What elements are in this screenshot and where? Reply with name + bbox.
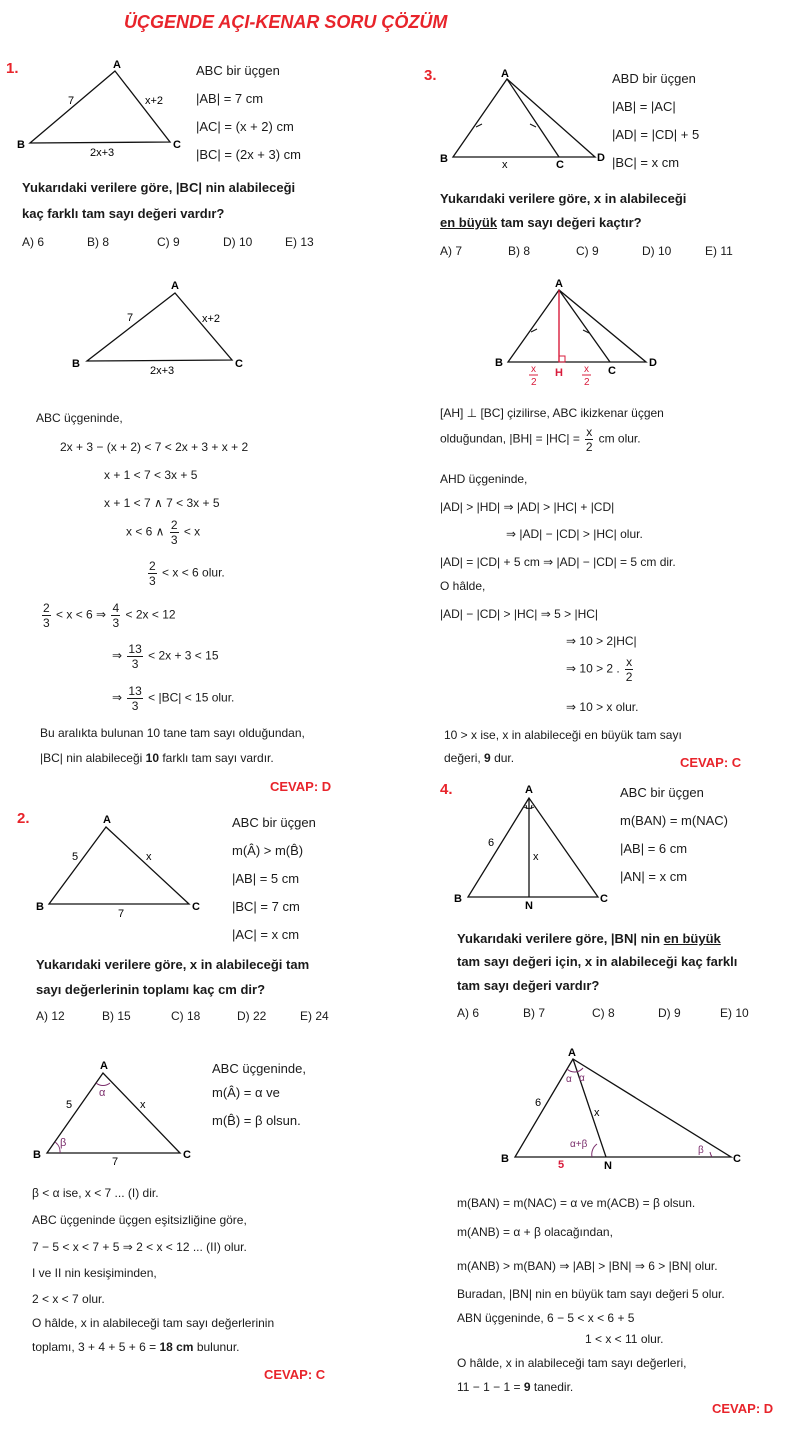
q2-given-5: |AC| = x cm — [232, 927, 300, 942]
q1-sol-line-10: Bu aralıkta bulunan 10 tane tam sayı olduğundan, — [40, 726, 305, 740]
q1-option-b: B) 8 — [87, 235, 110, 249]
q1-option-d: D) 10 — [223, 235, 253, 249]
q3-question-2: en büyük tam sayı değeri kaçtır? — [440, 215, 642, 230]
q4-label-n: N — [525, 900, 533, 910]
q1-given-1: ABC bir üçgen — [196, 63, 280, 78]
q1-number: 1. — [6, 60, 19, 77]
q3-sol-line-1: [AH] ⊥ [BC] çizilirse, ABC ikizkenar üçgen — [440, 406, 664, 420]
q3-half-num-left: x — [531, 364, 536, 375]
q4-label-ab: 6 — [488, 837, 495, 849]
q4-label-b: B — [454, 893, 462, 905]
q3-sol-label-d: D — [649, 357, 657, 369]
q2-option-a: A) 12 — [36, 1009, 65, 1023]
q4-solution-triangle — [515, 1059, 731, 1157]
q4-triangle-figure — [452, 780, 612, 910]
q2-sol-line-5: 2 < x < 7 olur. — [32, 1292, 105, 1306]
page-title: ÜÇGENDE AÇI-KENAR SORU ÇÖZÜM — [124, 12, 448, 32]
q3-label-c: C — [556, 159, 564, 171]
q4-question-1: Yukarıdaki verilere göre, |BN| nin en büyük — [457, 931, 721, 946]
q3-sol-line-12: 10 > x ise, x in alabileceği en büyük tam sayı — [444, 728, 682, 742]
q2-sol-line-4: I ve II nin kesişiminden, — [32, 1266, 157, 1280]
q2-given-2: m(Â) > m(B̂) — [232, 843, 304, 858]
q1-sol-line-7: $\frac{2}{3}$ < x < 6 ⇒ $\frac{4}{3}$ < 2x < 12 — [43, 601, 176, 630]
q1-option-a: A) 6 — [22, 235, 45, 249]
q1-option-c: C) 9 — [157, 235, 180, 249]
q3-given-4: |BC| = x cm — [612, 155, 680, 170]
q3-half-den-right: 2 — [584, 377, 590, 388]
q3-tick-ac — [530, 124, 536, 127]
q3-sol-line-8: |AD| − |CD| > |HC| ⇒ 5 > |HC| — [440, 607, 599, 621]
q4-label-c: C — [600, 893, 608, 905]
q2-sol-line-3: 7 − 5 < x < 7 + 5 ⇒ 2 < x < 12 ... (II) olur. — [32, 1240, 247, 1254]
q2-label-a: A — [103, 814, 111, 826]
q4-sol-line-6: 1 < x < 11 olur. — [585, 1332, 664, 1346]
q4-label-an: x — [533, 851, 539, 863]
q3-option-b: B) 8 — [508, 244, 531, 258]
q2-given-1: ABC bir üçgen — [232, 815, 316, 830]
q4-given-1: ABC bir üçgen — [620, 785, 704, 800]
q4-sol-angle-a-arc — [567, 1068, 583, 1072]
q1-sol-line-1: ABC üçgeninde, — [36, 411, 123, 425]
q1-label-ab: 7 — [68, 95, 75, 107]
q2-option-b: B) 15 — [102, 1009, 131, 1023]
q3-sol-line-7: O hâlde, — [440, 579, 486, 593]
q2-alpha-label: α — [99, 1087, 106, 1099]
q4-number: 4. — [440, 781, 453, 798]
q1-triangle — [30, 71, 170, 143]
q2-sol-label-bc: 7 — [112, 1156, 119, 1168]
q3-sol-line-10: ⇒ 10 > 2 . $\frac{x}{2}$ — [566, 655, 633, 684]
q3-label-x: x — [502, 159, 508, 171]
q1-label-ac: x+2 — [145, 95, 164, 107]
q4-sol-label-c: C — [733, 1153, 741, 1165]
q4-given-4: |AN| = x cm — [620, 869, 688, 884]
q3-label-a: A — [501, 68, 509, 80]
q4-sol-line-3: m(ANB) > m(BAN) ⇒ |AB| > |BN| ⇒ 6 > |BN| olur. — [457, 1259, 718, 1273]
q3-number: 3. — [424, 67, 437, 84]
q3-half-den-left: 2 — [531, 377, 537, 388]
q1-given-3: |AC| = (x + 2) cm — [196, 119, 294, 134]
q4-option-a: A) 6 — [457, 1006, 480, 1020]
q4-option-c: C) 8 — [592, 1006, 615, 1020]
q2-triangle — [49, 827, 189, 904]
q2-sol-label-ac: x — [140, 1099, 146, 1111]
q4-sol-label-an: x — [594, 1107, 600, 1119]
q1-sol-line-4: x + 1 < 7 ∧ 7 < 3x + 5 — [104, 496, 220, 510]
q1-label-bc: 2x+3 — [90, 147, 115, 159]
q4-sol-label-b: B — [501, 1153, 509, 1165]
q1-solution-triangle — [87, 293, 232, 361]
q4-option-b: B) 7 — [523, 1006, 546, 1020]
q4-sol-line-1: m(BAN) = m(NAC) = α ve m(ACB) = β olsun. — [457, 1196, 696, 1210]
q3-right-angle-mark — [559, 356, 565, 362]
q2-answer: CEVAP: C — [264, 1367, 326, 1382]
q2-sol-line-7: toplamı, 3 + 4 + 5 + 6 = 18 cm bulunur. — [32, 1340, 240, 1354]
q2-sol-line-6: O hâlde, x in alabileceği tam sayı değerlerinin — [32, 1316, 275, 1330]
q4-solution-triangle-figure — [498, 1044, 748, 1172]
q1-sol-label-bc: 2x+3 — [150, 365, 175, 377]
q3-tick-ab — [476, 124, 482, 127]
q4-sol-angle-c-arc — [710, 1152, 712, 1157]
q2-sol-label-ab: 5 — [66, 1099, 73, 1111]
q1-sol-label-b: B — [72, 358, 80, 370]
q4-sol-line-4: Buradan, |BN| nin en büyük tam sayı değeri 5 olur. — [457, 1287, 725, 1301]
q4-label-a: A — [525, 784, 533, 796]
q1-sol-label-ab: 7 — [127, 312, 134, 324]
q1-sol-line-3: x + 1 < 7 < 3x + 5 — [104, 468, 198, 482]
q3-answer: CEVAP: C — [680, 755, 742, 770]
q3-sol-line-13: değeri, 9 dur. — [444, 751, 515, 765]
q3-label-b: B — [440, 153, 448, 165]
q3-sol-line-9: ⇒ 10 > 2|HC| — [566, 634, 637, 648]
q1-given-4: |BC| = (2x + 3) cm — [196, 147, 302, 162]
q1-sol-line-2: 2x + 3 − (x + 2) < 7 < 2x + 3 + x + 2 — [60, 440, 249, 454]
q4-sol-alpha-right: α — [579, 1073, 585, 1084]
q2-solution-triangle — [47, 1073, 180, 1153]
q1-question-2: kaç farklı tam sayı değeri vardır? — [22, 206, 225, 221]
q4-given-2: m(BAN) = m(NAC) — [620, 813, 728, 828]
q4-sol-label-n: N — [604, 1160, 612, 1172]
q3-option-d: D) 10 — [642, 244, 672, 258]
q1-answer: CEVAP: D — [270, 779, 332, 794]
q4-sol-line-8: 11 − 1 − 1 = 9 tanedir. — [457, 1380, 574, 1394]
q3-sol-label-c: C — [608, 365, 616, 377]
q3-solution-triangle-abd — [508, 290, 646, 362]
q3-given-1: ABD bir üçgen — [612, 71, 696, 86]
q3-sol-line-11: ⇒ 10 > x olur. — [566, 700, 639, 714]
q1-sol-line-11: |BC| nin alabileceği 10 farklı tam sayı vardır. — [40, 751, 274, 765]
q4-sol-line-2: m(ANB) = α + β olacağından, — [457, 1225, 613, 1239]
q3-half-num-right: x — [584, 364, 589, 375]
q1-sol-label-ac: x+2 — [202, 313, 221, 325]
q2-sol-line-2: ABC üçgeninde üçgen eşitsizliğine göre, — [32, 1213, 247, 1227]
q1-label-c: C — [173, 139, 181, 151]
q1-question-1: Yukarıdaki verilere göre, |BC| nin alabileceği — [22, 180, 296, 195]
q4-sol-line-5: ABN üçgeninde, 6 − 5 < x < 6 + 5 — [457, 1311, 635, 1325]
q3-sol-line-4: |AD| > |HD| ⇒ |AD| > |HC| + |CD| — [440, 500, 615, 514]
q3-option-c: C) 9 — [576, 244, 599, 258]
q3-sol-label-h: H — [555, 367, 563, 379]
q1-given-2: |AB| = 7 cm — [196, 91, 264, 106]
q4-answer: CEVAP: D — [712, 1401, 774, 1416]
q4-question-3: tam sayı değeri vardır? — [457, 978, 600, 993]
q3-sol-line-2: olduğundan, |BH| = |HC| = $\frac{x}{2}$ cm olur. — [440, 425, 641, 454]
q1-sol-line-8: ⇒ $\frac{13}{3}$ < 2x + 3 < 15 — [112, 642, 219, 671]
q1-sol-label-a: A — [171, 280, 179, 292]
q3-sol-label-b: B — [495, 357, 503, 369]
q2-sol-given-1: ABC üçgeninde, — [212, 1061, 306, 1076]
q2-sol-label-a: A — [100, 1060, 108, 1072]
q4-sol-line-7: O hâlde, x in alabileceği tam sayı değerleri, — [457, 1356, 687, 1370]
q4-sol-alpha-left: α — [566, 1074, 572, 1085]
q1-label-b: B — [17, 139, 25, 151]
q3-sol-line-6: |AD| = |CD| + 5 cm ⇒ |AD| − |CD| = 5 cm dir. — [440, 555, 676, 569]
q3-given-3: |AD| = |CD| + 5 — [612, 127, 700, 142]
q2-label-ab: 5 — [72, 851, 79, 863]
q1-sol-line-5: x < 6 ∧ $\frac{2}{3}$ < x — [126, 518, 201, 547]
q1-option-e: E) 13 — [285, 235, 314, 249]
q4-sol-angle-n-arc — [592, 1144, 597, 1157]
q1-solution-triangle-figure — [70, 278, 250, 378]
q4-sol-label-bn: 5 — [558, 1159, 565, 1171]
q2-sol-line-1: β < α ise, x < 7 ... (I) dir. — [32, 1186, 159, 1200]
q3-sol-tick-ab — [531, 329, 537, 332]
q4-sol-label-ab: 6 — [535, 1097, 542, 1109]
q3-sol-line-5: ⇒ |AD| − |CD| > |HC| olur. — [506, 527, 643, 541]
q3-triangle-figure — [437, 64, 612, 172]
q2-label-c: C — [192, 901, 200, 913]
q2-label-bc: 7 — [118, 908, 125, 920]
q2-sol-given-2: m(Â) = α ve — [212, 1085, 280, 1100]
q2-option-d: D) 22 — [237, 1009, 267, 1023]
q2-solution-triangle-figure — [30, 1058, 205, 1168]
q2-label-b: B — [36, 901, 44, 913]
q4-question-2: tam sayı değeri için, x in alabileceği kaç farklı — [457, 954, 738, 969]
q2-number: 2. — [17, 810, 30, 827]
q4-sol-label-a: A — [568, 1047, 576, 1059]
q4-sol-alpha-beta: α+β — [570, 1139, 588, 1150]
q4-sol-beta: β — [698, 1145, 704, 1156]
q3-solution-triangle-figure — [494, 278, 674, 393]
q3-option-a: A) 7 — [440, 244, 463, 258]
q2-question-1: Yukarıdaki verilere göre, x in alabileceği tam — [36, 957, 310, 972]
q1-label-a: A — [113, 59, 121, 71]
q3-option-e: E) 11 — [705, 244, 733, 258]
q3-label-d: D — [597, 152, 605, 164]
q2-beta-label: β — [60, 1137, 67, 1149]
q4-option-d: D) 9 — [658, 1006, 681, 1020]
q3-given-2: |AB| = |AC| — [612, 99, 676, 114]
q3-triangle-abd — [453, 79, 595, 157]
q3-sol-label-a: A — [555, 278, 563, 290]
q1-sol-line-6: $\frac{2}{3}$ < x < 6 olur. — [149, 559, 225, 588]
q3-sol-line-3: AHD üçgeninde, — [440, 472, 528, 486]
q2-option-e: E) 24 — [300, 1009, 329, 1023]
q2-given-4: |BC| = 7 cm — [232, 899, 300, 914]
q4-option-e: E) 10 — [720, 1006, 749, 1020]
q3-question-1: Yukarıdaki verilere göre, x in alabileceği — [440, 191, 687, 206]
q2-sol-given-3: m(B̂) = β olsun. — [212, 1113, 301, 1128]
q2-sol-label-c: C — [183, 1149, 191, 1161]
q2-option-c: C) 18 — [171, 1009, 201, 1023]
q1-triangle-figure — [10, 58, 200, 163]
q1-sol-label-c: C — [235, 358, 243, 370]
q1-sol-line-9: ⇒ $\frac{13}{3}$ < |BC| < 15 olur. — [112, 684, 235, 713]
q2-angle-a-arc — [96, 1083, 110, 1086]
q4-given-3: |AB| = 6 cm — [620, 841, 688, 856]
q2-triangle-figure — [34, 812, 214, 922]
q2-given-3: |AB| = 5 cm — [232, 871, 300, 886]
q2-label-ac: x — [146, 851, 152, 863]
q2-question-2: sayı değerlerinin toplamı kaç cm dir? — [36, 982, 266, 997]
q2-sol-label-b: B — [33, 1149, 41, 1161]
